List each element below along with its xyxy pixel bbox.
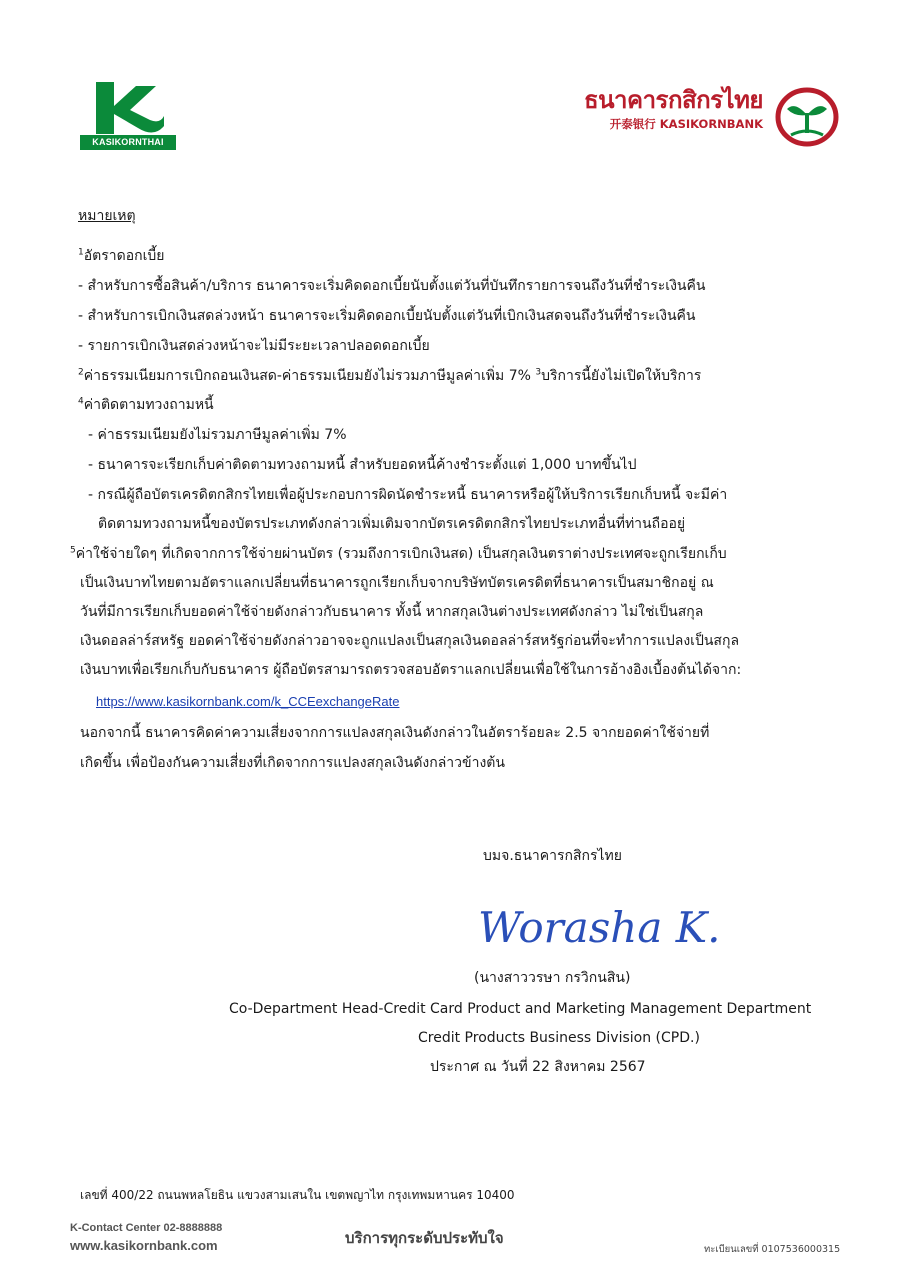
announcement-date: ประกาศ ณ วันที่ 22 สิงหาคม 2567 [430,1059,646,1075]
kasikornthai-logo [80,80,176,152]
bank-website: www.kasikornbank.com [70,1238,218,1253]
footnote-mark: 4 [78,396,84,407]
section-cash-fee: $^2$ค่าธรรมเนียมการเบิกถอนเงินสด-ค่าธรรมเนียมยังไม่รวมภาษีมูลค่าเพิ่ม 7% $^3$บริการนี้ยังไม่เปิดให้บริการ [78,367,702,384]
footnote-mark: 5 [70,545,76,556]
section-interest-title: $^1$อัตราดอกเบี้ย [78,247,165,264]
list-item-continuation: ติดตามทวงถามหนี้ของบัตรประเภทดังกล่าวเพิ่มเติมจากบัตรเครดิตกสิกรไทยประเภทอื่นที่ท่านถืออยู่ [98,516,686,532]
signer-division: Credit Products Business Division (CPD.) [418,1030,700,1046]
section-foreign-currency: $^5$ค่าใช้จ่ายใดๆ ที่เกิดจากการใช้จ่ายผ่านบัตร (รวมถึงการเบิกเงินสด) เป็นสกุลเงินตราต่างประเทศจะถูกเรียกเก็บ [70,545,727,562]
paragraph-line: เป็นเงินบาทไทยตามอัตราแลกเปลี่ยนที่ธนาคารถูกเรียกเก็บจากบริษัทบัตรเครดิตที่ธนาคารเป็นสมาชิกอยู่ ณ [80,575,714,591]
list-item: - ธนาคารจะเรียกเก็บค่าติดตามทวงถามหนี้ สำหรับยอดหนี้ค้างชำระตั้งแต่ 1,000 บาทขึ้นไป [88,457,637,473]
company-name: บมจ.ธนาคารกสิกรไทย [483,848,622,864]
signer-title: Co-Department Head-Credit Card Product and Marketing Management Department [229,1001,812,1017]
list-item: - รายการเบิกเงินสดล่วงหน้าจะไม่มีระยะเวลาปลอดดอกเบี้ย [78,338,430,354]
bank-address: เลขที่ 400/22 ถนนพหลโยธิน แขวงสามเสนใน เขตพญาไท กรุงเทพมหานคร 10400 [80,1188,515,1202]
signer-name: (นางสาววรษา กรวิกนสิน) [474,970,631,986]
footnote-mark: 1 [78,247,84,258]
handwritten-signature [474,898,721,956]
rice-plant-icon [773,87,841,147]
kasikornbank-logo [575,85,845,145]
paragraph-line: วันที่มีการเรียกเก็บยอดค่าใช้จ่ายดังกล่าวกับธนาคาร ทั้งนี้ หากสกุลเงินต่างประเทศดังกล่าว ไม่ใช่เป็นสกุล [80,604,704,620]
list-item: - กรณีผู้ถือบัตรเครดิตกสิกรไทยเพื่อผู้ประกอบการผิดนัดชำระหนี้ ธนาคารหรือผู้ให้บริการเรียกเก็บหนี้ จะมีค่า [88,487,728,503]
registration-number: ทะเบียนเลขที่ 0107536000315 [704,1244,841,1255]
bank-slogan: บริการทุกระดับประทับใจ [345,1229,504,1247]
k-letter-icon [90,80,166,136]
svg-text:Worasha K.: Worasha K. [478,903,721,952]
bank-name-thai: ธนาคารกสิกรไทย [583,86,763,114]
exchange-rate-link[interactable]: https://www.kasikornbank.com/k_CCEexchangeRate [96,694,400,709]
footnote-mark: 3 [535,367,542,378]
list-item: - สำหรับการเบิกเงินสดล่วงหน้า ธนาคารจะเริ่มคิดดอกเบี้ยนับตั้งแต่วันที่เบิกเงินสดจนถึงวันที่ชำระเงินคืน [78,308,696,324]
footnote-mark: 2 [78,367,84,378]
list-item: - ค่าธรรมเนียมยังไม่รวมภาษีมูลค่าเพิ่ม 7% [88,427,347,443]
list-item: - สำหรับการซื้อสินค้า/บริการ ธนาคารจะเริ่มคิดดอกเบี้ยนับตั้งแต่วันที่บันทึกรายการจนถึงวันที่ชำระเงินคืน [78,278,706,294]
paragraph-line: นอกจากนี้ ธนาคารคิดค่าความเสี่ยงจากการแปลงสกุลเงินดังกล่าวในอัตราร้อยละ 2.5 จากยอดค่าใช้จ่ายที่ [80,725,710,741]
paragraph-line: เงินดอลล่าร์สหรัฐ ยอดค่าใช้จ่ายดังกล่าวอาจจะถูกแปลงเป็นสกุลเงินดอลล่าร์สหรัฐก่อนที่จะทำการแปลงเป็นสกุล [80,633,740,649]
section-collection-title: $^4$ค่าติดตามทวงถามหนี้ [78,396,214,413]
paragraph-line: เงินบาทเพื่อเรียกเก็บกับธนาคาร ผู้ถือบัตรสามารถตรวจสอบอัตราแลกเปลี่ยนเพื่อใช้ในการอ้างอิงเบื้องต้นได้จาก: [80,662,742,678]
paragraph-line: เกิดขึ้น เพื่อป้องกันความเสี่ยงที่เกิดจากการแปลงสกุลเงินดังกล่าวข้างต้น [80,755,505,771]
bank-name-english: 开泰银行 KASIKORNBANK [609,117,763,131]
contact-center: K-Contact Center 02-8888888 [70,1222,223,1234]
kasikornthai-label: KASIKORNTHAI [80,135,176,150]
note-heading: หมายเหตุ [78,208,136,224]
